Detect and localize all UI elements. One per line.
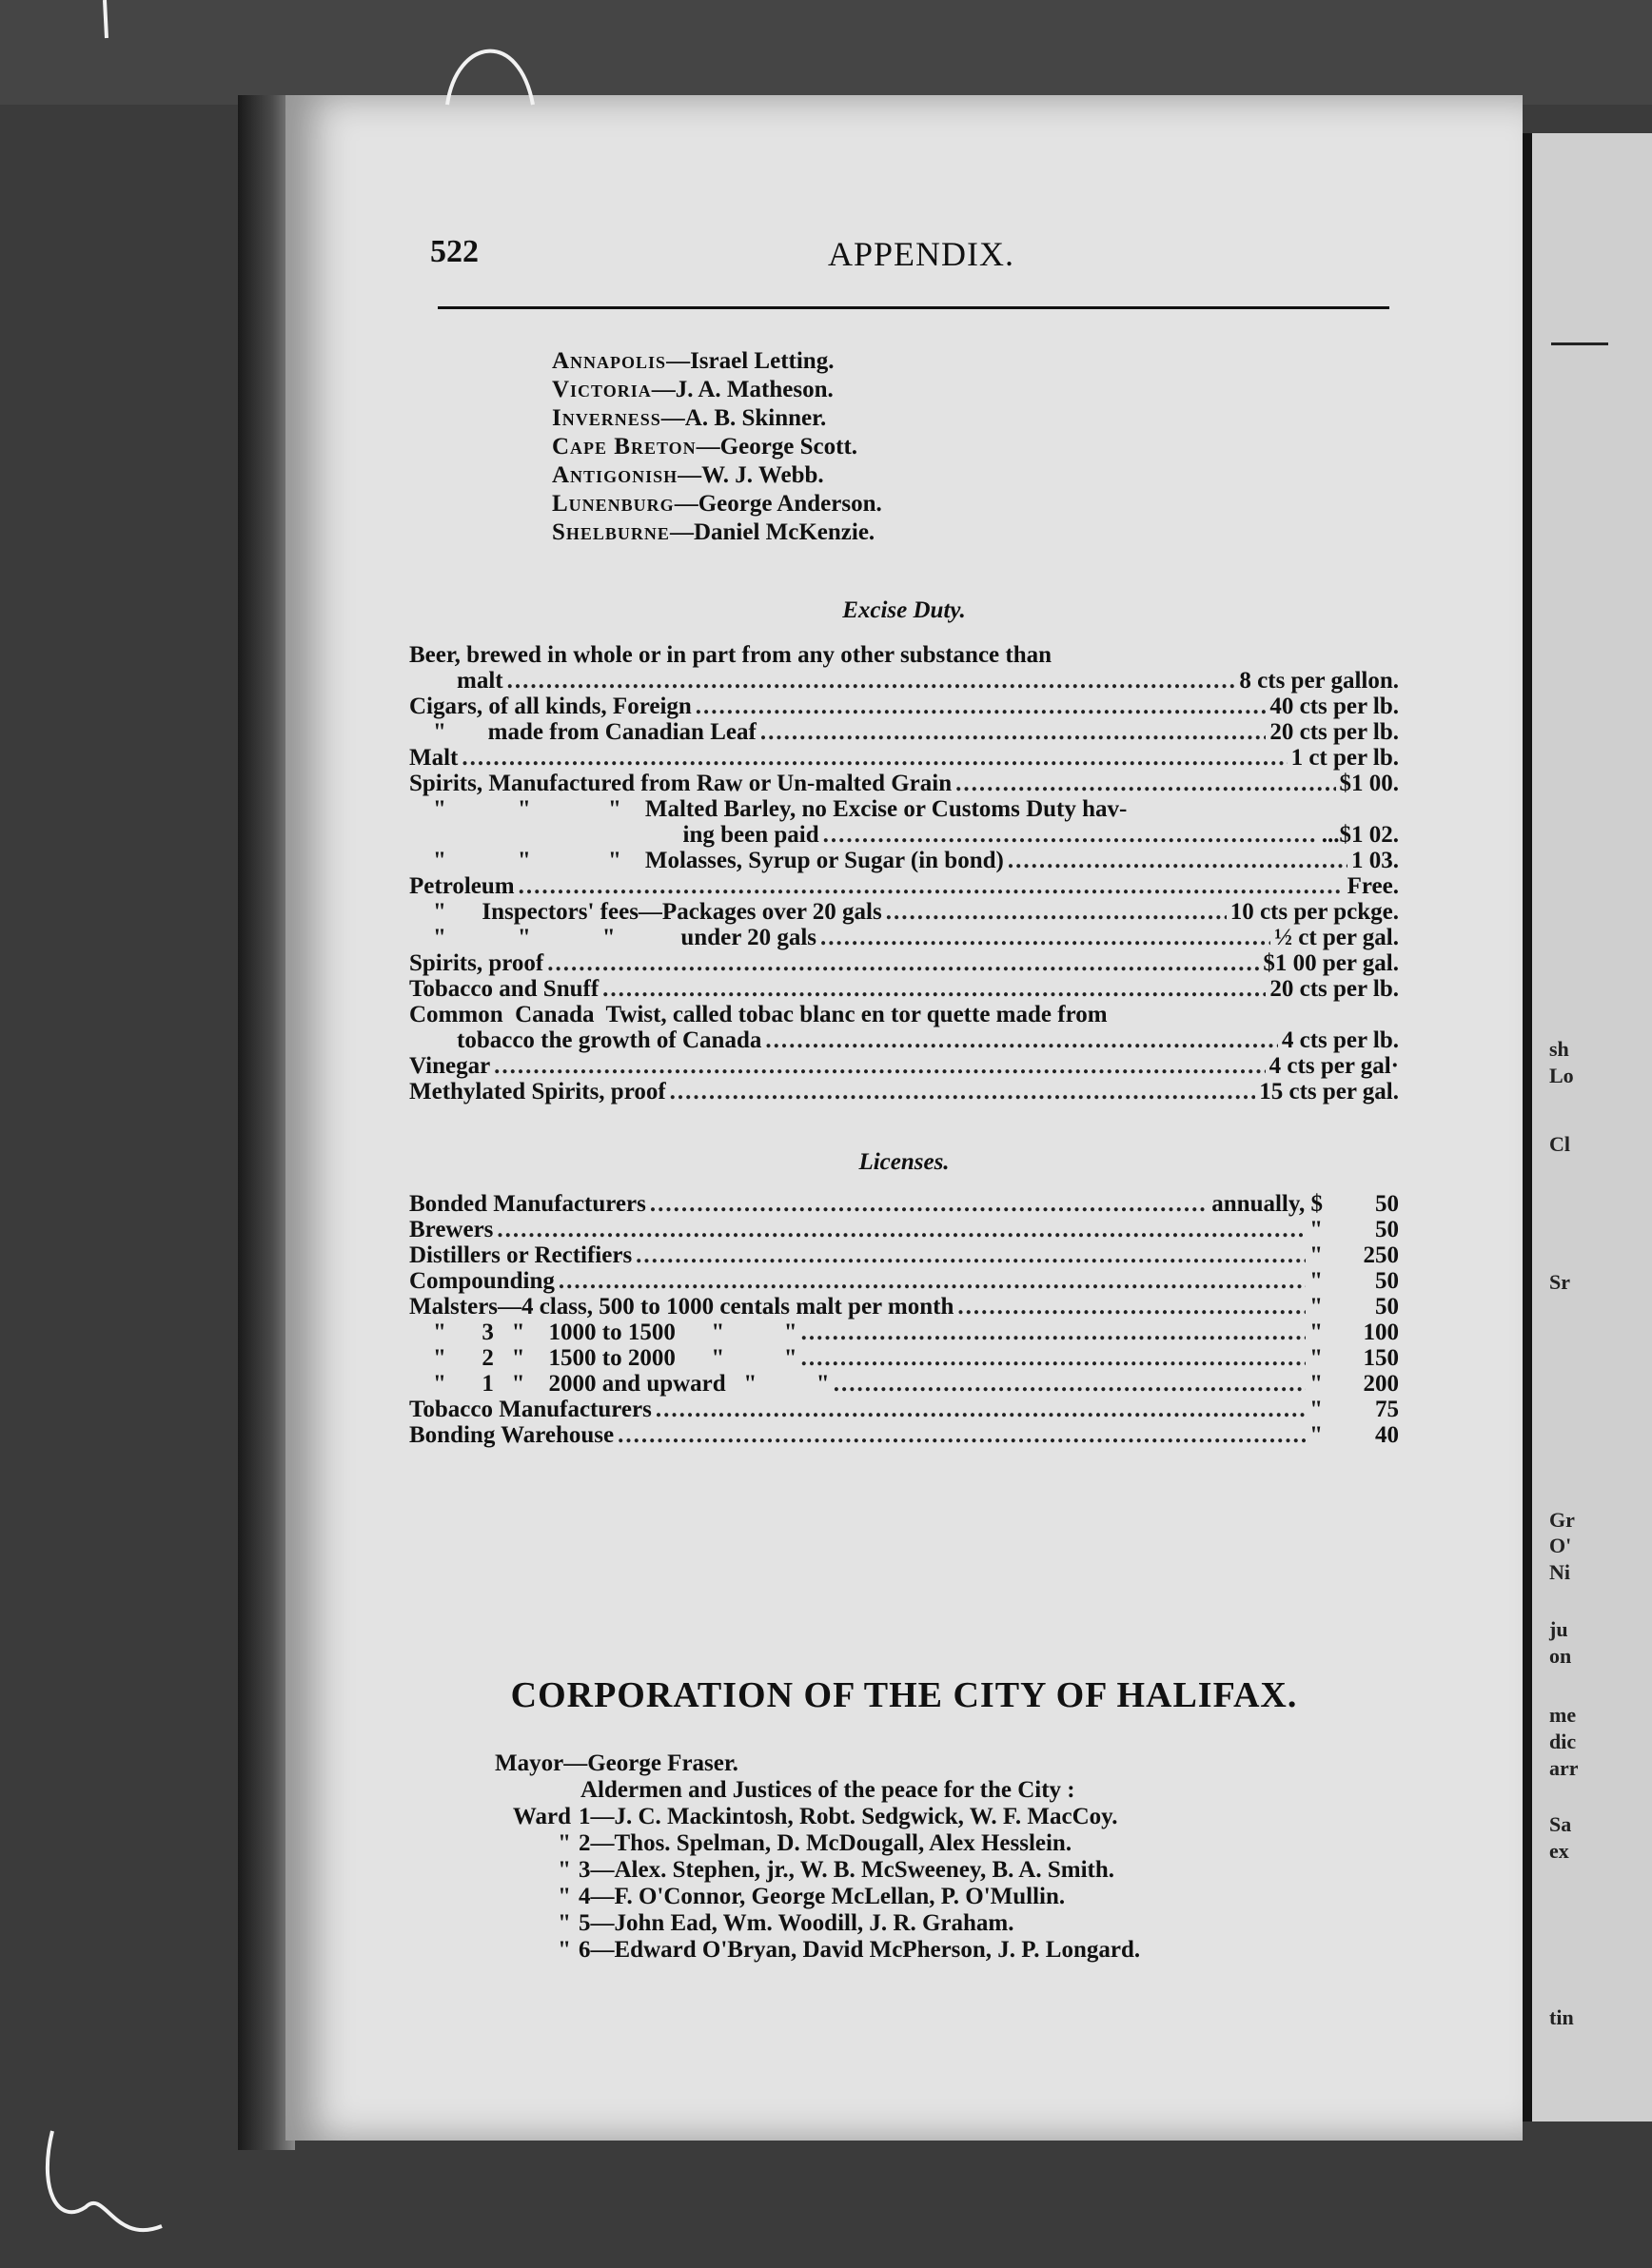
license-period: " bbox=[1309, 1242, 1323, 1268]
leader-dots bbox=[823, 822, 1318, 848]
excise-item: tobacco the growth of Canada bbox=[409, 1027, 762, 1053]
county-entry bbox=[552, 347, 882, 376]
leader-dots bbox=[462, 745, 1287, 771]
county-entry bbox=[552, 461, 882, 490]
county-entry bbox=[552, 433, 882, 461]
license-item: " 1 " 2000 and upward " " bbox=[409, 1371, 830, 1397]
leader-dots bbox=[636, 1242, 1306, 1268]
facing-text-fragment: sh bbox=[1549, 1037, 1569, 1061]
excise-item: " " " Molasses, Syrup or Sugar (in bond) bbox=[409, 848, 1004, 873]
licenses-table bbox=[409, 1191, 1399, 1448]
license-item: Brewers bbox=[409, 1217, 494, 1242]
excise-item: Tobacco and Snuff bbox=[409, 976, 600, 1002]
excise-table bbox=[409, 642, 1399, 1105]
county-officer: —J. A. Matheson. bbox=[651, 377, 834, 402]
license-period: " bbox=[1309, 1268, 1323, 1294]
county-entry bbox=[552, 404, 882, 433]
ward-aldermen: 6—Edward O'Bryan, David McPherson, J. P. Longard. bbox=[579, 1937, 1141, 1963]
excise-item: ing been paid bbox=[409, 822, 819, 848]
license-fee: 50 bbox=[1375, 1294, 1399, 1320]
mayor-line: Mayor—George Fraser. bbox=[495, 1750, 738, 1776]
license-fee: 200 bbox=[1363, 1371, 1399, 1397]
license-fee: 50 bbox=[1375, 1217, 1399, 1242]
county-officer: —W. J. Webb. bbox=[678, 462, 824, 488]
excise-rate: 1 03. bbox=[1351, 848, 1399, 873]
leader-dots bbox=[494, 1053, 1266, 1079]
excise-rate: 15 cts per gal. bbox=[1259, 1079, 1399, 1105]
license-row bbox=[409, 1268, 1399, 1294]
excise-row bbox=[409, 1079, 1399, 1105]
excise-rate: 4 cts per lb. bbox=[1281, 1027, 1399, 1053]
leader-dots bbox=[559, 1268, 1306, 1294]
corporation-title: CORPORATION OF THE CITY OF HALIFAX. bbox=[510, 1675, 1298, 1715]
license-period: " bbox=[1309, 1320, 1323, 1345]
county-entry bbox=[552, 490, 882, 518]
excise-row bbox=[409, 745, 1399, 771]
facing-text-fragment: Sa bbox=[1549, 1812, 1572, 1836]
excise-rate: 20 cts per lb. bbox=[1269, 719, 1399, 745]
license-item: Compounding bbox=[409, 1268, 555, 1294]
license-item: " 3 " 1000 to 1500 " " bbox=[409, 1320, 797, 1345]
excise-item: " " " under 20 gals bbox=[409, 925, 817, 950]
county-name: Lunenburg bbox=[552, 491, 675, 517]
excise-item: Vinegar bbox=[409, 1053, 491, 1079]
ward-label: " bbox=[558, 1884, 571, 1909]
license-row bbox=[409, 1345, 1399, 1371]
leader-dots bbox=[801, 1345, 1307, 1371]
excise-rate: 8 cts per gallon. bbox=[1239, 668, 1399, 694]
county-name: Annapolis bbox=[552, 348, 667, 374]
excise-heading: Excise Duty. bbox=[842, 597, 966, 623]
leader-dots bbox=[801, 1320, 1307, 1345]
ward-label: " bbox=[558, 1910, 571, 1936]
excise-rate: ½ ct per gal. bbox=[1274, 925, 1399, 950]
facing-text-fragment: arr bbox=[1549, 1756, 1579, 1780]
ward-entry bbox=[495, 1830, 1351, 1857]
excise-rate: 40 cts per lb. bbox=[1269, 694, 1399, 719]
excise-row bbox=[409, 719, 1399, 745]
ward-entry bbox=[495, 1804, 1351, 1830]
excise-item: Malt bbox=[409, 745, 459, 771]
excise-row bbox=[409, 899, 1399, 925]
excise-row bbox=[409, 925, 1399, 950]
excise-row bbox=[409, 668, 1399, 694]
license-period: annually, $ bbox=[1211, 1191, 1323, 1217]
leader-dots bbox=[547, 950, 1259, 976]
ward-label: " bbox=[558, 1830, 571, 1856]
excise-rate: ...$1 02. bbox=[1321, 822, 1399, 848]
excise-row bbox=[409, 1027, 1399, 1053]
county-name: Inverness bbox=[552, 405, 661, 431]
leader-dots bbox=[955, 771, 1335, 796]
excise-rate: $1 00 per gal. bbox=[1263, 950, 1399, 976]
ward-aldermen: 4—F. O'Connor, George McLellan, P. O'Mullin. bbox=[579, 1884, 1066, 1909]
county-officer: —George Scott. bbox=[696, 434, 858, 459]
ward-aldermen: 5—John Ead, Wm. Woodill, J. R. Graham. bbox=[579, 1910, 1014, 1936]
county-officer: —A. B. Skinner. bbox=[660, 405, 827, 431]
facing-text-fragment: Gr bbox=[1549, 1508, 1575, 1532]
facing-text-fragment: ju bbox=[1549, 1617, 1568, 1641]
licenses-heading: Licenses. bbox=[858, 1149, 950, 1175]
license-fee: 75 bbox=[1375, 1397, 1399, 1422]
license-row bbox=[409, 1191, 1399, 1217]
license-row bbox=[409, 1294, 1399, 1320]
facing-text-fragment: ex bbox=[1549, 1839, 1569, 1863]
excise-item: " " " Malted Barley, no Excise or Customs Duty hav- bbox=[409, 796, 1128, 822]
license-fee: 250 bbox=[1363, 1242, 1399, 1268]
facing-text-fragment: on bbox=[1549, 1644, 1572, 1668]
license-period: " bbox=[1309, 1345, 1323, 1371]
license-fee: 40 bbox=[1375, 1422, 1399, 1448]
ward-entry bbox=[495, 1910, 1351, 1937]
leader-dots bbox=[507, 668, 1236, 694]
ward-entry bbox=[495, 1884, 1351, 1910]
excise-item: Methylated Spirits, proof bbox=[409, 1079, 666, 1105]
leader-dots bbox=[618, 1422, 1306, 1448]
leader-dots bbox=[886, 899, 1227, 925]
excise-rate: Free. bbox=[1347, 873, 1399, 899]
facing-text-fragment: O' bbox=[1549, 1534, 1572, 1557]
license-row bbox=[409, 1422, 1399, 1448]
facing-text-fragment: Cl bbox=[1549, 1132, 1570, 1156]
facing-text-fragment: Lo bbox=[1549, 1064, 1574, 1087]
leader-dots bbox=[497, 1217, 1306, 1242]
excise-item: Petroleum bbox=[409, 873, 515, 899]
county-name: Antigonish bbox=[552, 462, 678, 488]
leader-dots bbox=[820, 925, 1270, 950]
excise-item: Cigars, of all kinds, Foreign bbox=[409, 694, 692, 719]
ward-label: " bbox=[558, 1857, 571, 1883]
license-row bbox=[409, 1371, 1399, 1397]
excise-row bbox=[409, 848, 1399, 873]
excise-item: " made from Canadian Leaf bbox=[409, 719, 757, 745]
ward-aldermen: 3—Alex. Stephen, jr., W. B. McSweeney, B. A. Smith. bbox=[579, 1857, 1115, 1883]
excise-item: Spirits, Manufactured from Raw or Un-malted Grain bbox=[409, 771, 953, 796]
county-name: Victoria bbox=[552, 377, 652, 402]
county-officer: —George Anderson. bbox=[674, 491, 882, 517]
leader-dots bbox=[760, 719, 1267, 745]
excise-row bbox=[409, 694, 1399, 719]
running-head: APPENDIX. bbox=[828, 235, 1015, 273]
excise-rate: $1 00. bbox=[1339, 771, 1399, 796]
leader-dots bbox=[957, 1294, 1306, 1320]
license-row bbox=[409, 1242, 1399, 1268]
ward-aldermen: 1—J. C. Mackintosh, Robt. Sedgwick, W. F. MacCoy. bbox=[579, 1804, 1118, 1829]
county-name: Shelburne bbox=[552, 519, 670, 545]
excise-item: Spirits, proof bbox=[409, 950, 544, 976]
county-list bbox=[552, 347, 882, 547]
excise-row bbox=[409, 873, 1399, 899]
leader-dots bbox=[1008, 848, 1347, 873]
excise-rate: 10 cts per pckge. bbox=[1229, 899, 1399, 925]
leader-dots bbox=[765, 1027, 1277, 1053]
county-officer: —Daniel McKenzie. bbox=[669, 519, 875, 545]
license-item: Bonded Manufacturers bbox=[409, 1191, 646, 1217]
license-fee: 100 bbox=[1363, 1320, 1399, 1345]
license-item: Bonding Warehouse bbox=[409, 1422, 615, 1448]
excise-rate: 20 cts per lb. bbox=[1269, 976, 1399, 1002]
excise-item: " Inspectors' fees—Packages over 20 gals bbox=[409, 899, 882, 925]
license-period: " bbox=[1309, 1397, 1323, 1422]
ward-entry bbox=[495, 1857, 1351, 1884]
county-name: Cape Breton bbox=[552, 434, 697, 459]
license-fee: 150 bbox=[1363, 1345, 1399, 1371]
excise-row bbox=[409, 1002, 1399, 1027]
excise-row bbox=[409, 771, 1399, 796]
license-fee: 50 bbox=[1375, 1268, 1399, 1294]
leader-dots bbox=[670, 1079, 1256, 1105]
license-item: Malsters—4 class, 500 to 1000 centals malt per month bbox=[409, 1294, 954, 1320]
facing-text-fragment: tin bbox=[1549, 2005, 1574, 2029]
county-officer: —Israel Letting. bbox=[666, 348, 835, 374]
excise-rate: 1 ct per lb. bbox=[1290, 745, 1399, 771]
excise-rate: 4 cts per gal· bbox=[1268, 1053, 1399, 1079]
license-row bbox=[409, 1217, 1399, 1242]
excise-row bbox=[409, 822, 1399, 848]
license-item: Distillers or Rectifiers bbox=[409, 1242, 633, 1268]
county-entry bbox=[552, 518, 882, 547]
license-fee: 50 bbox=[1375, 1191, 1399, 1217]
license-item: " 2 " 1500 to 2000 " " bbox=[409, 1345, 797, 1371]
page-number: 522 bbox=[430, 234, 479, 269]
leader-dots bbox=[519, 873, 1344, 899]
corporation-list bbox=[495, 1750, 1351, 1964]
aldermen-heading: Aldermen and Justices of the peace for the City : bbox=[580, 1777, 1075, 1803]
excise-row bbox=[409, 796, 1399, 822]
excise-row bbox=[409, 976, 1399, 1002]
facing-text-fragment: Sr bbox=[1549, 1270, 1570, 1294]
excise-item: Common Canada Twist, called tobac blanc en tor quette made from bbox=[409, 1002, 1108, 1027]
license-period: " bbox=[1309, 1294, 1323, 1320]
ward-label: " bbox=[558, 1937, 571, 1963]
ward-entry bbox=[495, 1937, 1351, 1964]
ward-aldermen: 2—Thos. Spelman, D. McDougall, Alex Hesslein. bbox=[579, 1830, 1072, 1856]
facing-text-fragment: Ni bbox=[1549, 1560, 1570, 1584]
license-period: " bbox=[1309, 1422, 1323, 1448]
county-entry bbox=[552, 376, 882, 404]
ward-label: Ward bbox=[512, 1804, 571, 1829]
excise-item: Beer, brewed in whole or in part from any other substance than bbox=[409, 642, 1052, 668]
page-header bbox=[409, 228, 1399, 285]
leader-dots bbox=[602, 976, 1266, 1002]
excise-row bbox=[409, 1053, 1399, 1079]
leader-dots bbox=[656, 1397, 1306, 1422]
leader-dots bbox=[696, 694, 1267, 719]
leader-dots bbox=[650, 1191, 1208, 1217]
leader-dots bbox=[834, 1371, 1306, 1397]
license-item: Tobacco Manufacturers bbox=[409, 1397, 652, 1422]
license-row bbox=[409, 1320, 1399, 1345]
license-period: " bbox=[1309, 1371, 1323, 1397]
excise-item: malt bbox=[409, 668, 503, 694]
license-row bbox=[409, 1397, 1399, 1422]
excise-row bbox=[409, 642, 1399, 668]
ward-list bbox=[495, 1804, 1351, 1964]
license-period: " bbox=[1309, 1217, 1323, 1242]
excise-row bbox=[409, 950, 1399, 976]
facing-text-fragment: me bbox=[1549, 1703, 1577, 1727]
header-rule bbox=[438, 306, 1389, 309]
facing-text-fragment: dic bbox=[1549, 1730, 1577, 1753]
